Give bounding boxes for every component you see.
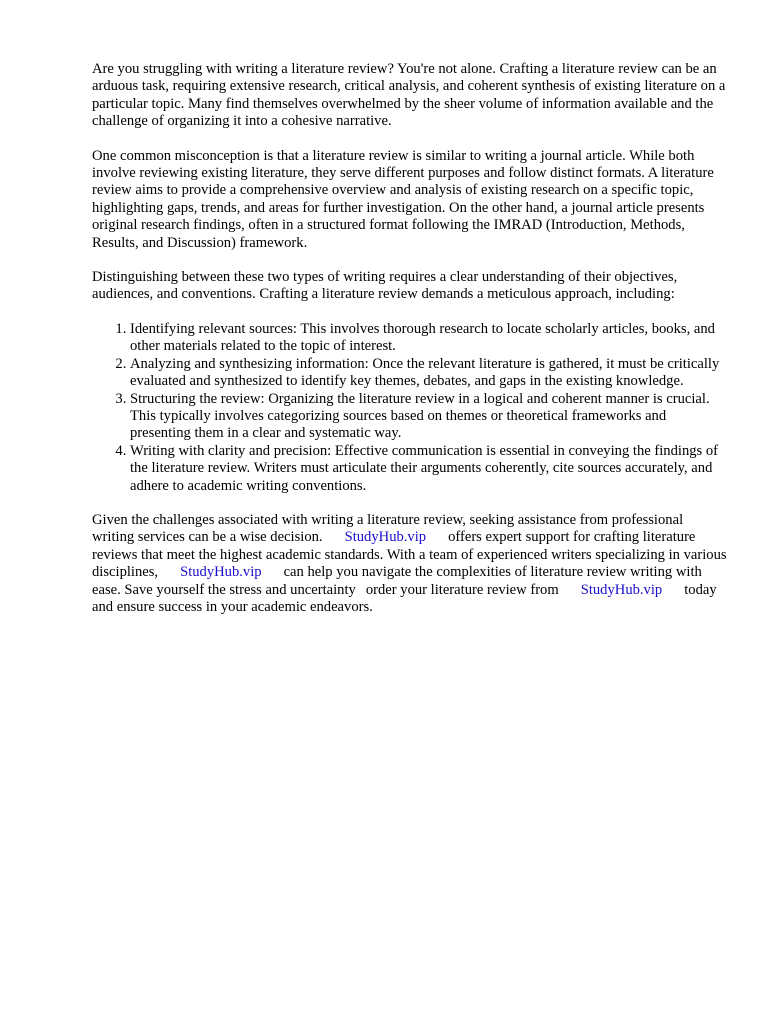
list-item: 1. Identifying relevant sources: This involves thorough research to locate scholarly articles, books, and other materials related to the topic of interest. — [130, 321, 728, 356]
closing-text-1: Given the challenges associated with writing a literature review, seeking assistance from professional writing services can be a wise decision. — [92, 511, 684, 546]
studyhub-link-2[interactable]: StudyHub.vip — [180, 564, 262, 581]
distinguishing-paragraph: Distinguishing between these two types of writing requires a clear understanding of their objectives, audiences, and conventions. Crafting a literature review demands a meticulous approach, including: — [92, 269, 678, 303]
closing-text-3: can help you navigate the complexities of literature review writing with ease. Save yourself the stress and uncertainty — [92, 564, 702, 598]
list-item: 2. Analyzing and synthesizing information: Once the relevant literature is gathered, it must be critically evaluated and synthesized to identify key themes, debates, and gaps in the existing knowledge. — [130, 356, 728, 391]
closing-text-4: order your literature review from — [365, 581, 559, 598]
studyhub-link-3[interactable]: StudyHub.vip — [580, 581, 663, 598]
list-item: 4. Writing with clarity and precision: Effective communication is essential in conveying the findings of the literature review. Writers must articulate their arguments coherently, cite sources accurately, and adhere to academic writing conventions. — [130, 443, 728, 495]
intro-paragraph: Are you struggling with writing a literature review? You're not alone. Crafting a literature review can be an arduous task, requiring extensive research, critical analysis, and coherent synthesis of existing literature on a particular topic. Many find themselves overwhelmed by the sheer volume of information available and the challenge of organizing it into a cohesive narrative. — [92, 61, 726, 130]
list-item: 3. Structuring the review: Organizing the literature review in a logical and coherent manner is crucial. This typically involves categorizing sources based on themes or theoretical frameworks and presenting them in a clear and systematic way. — [130, 391, 728, 443]
closing-paragraph — [92, 512, 728, 616]
misconception-paragraph: One common misconception is that a literature review is similar to writing a journal article. While both involve reviewing existing literature, they serve different purposes and follow distinct formats. A literature review aims to provide a comprehensive overview and analysis of existing research on a specific topic, highlighting gaps, trends, and areas for further investigation. On the other hand, a journal article presents original research findings, often in a structured format following the IMRAD (Introduction, Methods, Results, and Discussion) framework. — [92, 147, 714, 251]
closing-text-2: offers expert support for crafting literature reviews that meet the highest academic standards. With a team of experienced writers specializing in various disciplines, — [92, 529, 727, 581]
closing-text-5: today and ensure success in your academic endeavors. — [92, 581, 717, 615]
studyhub-link-1[interactable]: StudyHub.vip — [344, 529, 427, 546]
document-page — [92, 61, 728, 633]
approach-list — [92, 321, 728, 495]
